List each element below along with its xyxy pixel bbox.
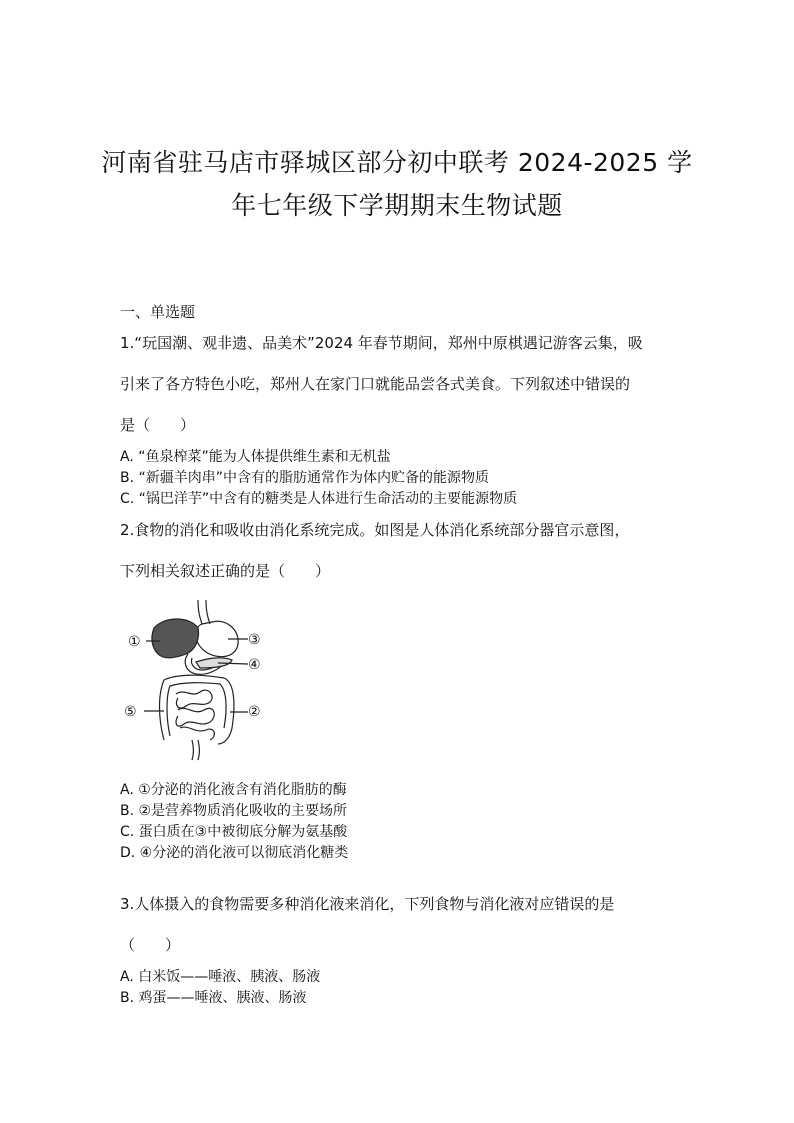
q3-stem-line-2: （ ） bbox=[120, 936, 181, 954]
q2-option-c: C. 蛋白质在③中被彻底分解为氨基酸 bbox=[120, 824, 348, 840]
q3-option-a: A. 白米饭——唾液、胰液、肠液 bbox=[120, 969, 321, 985]
q3-stem-line-1: 3.人体摄入的食物需要多种消化液来消化，下列食物与消化液对应错误的是 bbox=[120, 895, 615, 913]
q1-option-b: B. “新疆羊肉串”中含有的脂肪通常作为体内贮备的能源物质 bbox=[120, 470, 490, 486]
q1-stem-line-2: 引来了各方特色小吃，郑州人在家门口就能品尝各式美食。下列叙述中错误的 bbox=[120, 375, 631, 393]
q1-option-a: A. “鱼泉榨菜”能为人体提供维生素和无机盐 bbox=[120, 449, 391, 465]
label-1: ① bbox=[128, 634, 141, 650]
label-2: ② bbox=[248, 704, 261, 720]
label-5: ⑤ bbox=[124, 704, 137, 720]
q2-stem-line-1: 2.食物的消化和吸收由消化系统完成。如图是人体消化系统部分器官示意图， bbox=[120, 521, 630, 539]
digestive-system-diagram bbox=[120, 598, 270, 763]
q1-stem-line-1: 1.“玩国潮、观非遗、品美术”2024 年春节期间，郑州中原棋遇记游客云集，吸 bbox=[120, 334, 643, 352]
q2-option-d: D. ④分泌的消化液可以彻底消化糖类 bbox=[120, 845, 349, 861]
section-heading: 一、单选题 bbox=[120, 303, 196, 321]
q3-option-b: B. 鸡蛋——唾液、胰液、肠液 bbox=[120, 990, 307, 1006]
q1-stem-line-3: 是（ ） bbox=[120, 416, 196, 434]
q2-stem-line-2: 下列相关叙述正确的是（ ） bbox=[120, 562, 331, 580]
liver-shape bbox=[152, 619, 199, 658]
label-4: ④ bbox=[248, 657, 261, 673]
q2-option-b: B. ②是营养物质消化吸收的主要场所 bbox=[120, 803, 348, 819]
page-title-line-1: 河南省驻马店市驿城区部分初中联考 2024-2025 学 bbox=[101, 148, 693, 177]
q1-option-c: C. “锅巴洋芋”中含有的糖类是人体进行生命活动的主要能源物质 bbox=[120, 491, 518, 507]
q2-option-a: A. ①分泌的消化液含有消化脂肪的酶 bbox=[120, 782, 347, 798]
page-title-line-2: 年七年级下学期期末生物试题 bbox=[231, 191, 563, 220]
label-3: ③ bbox=[248, 632, 261, 648]
